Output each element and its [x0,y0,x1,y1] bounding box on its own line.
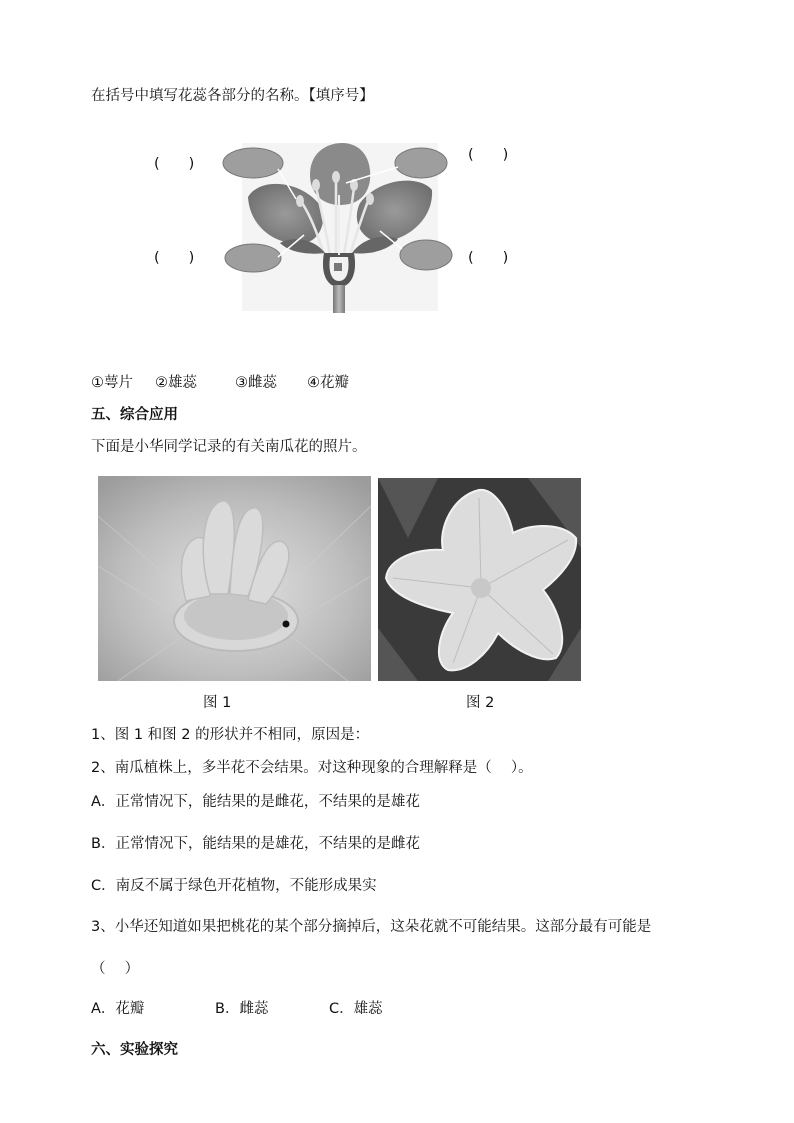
option-stamen: ②雄蕊 [155,375,197,391]
question-2-option-b[interactable]: B．正常情况下，能结果的是雄花，不结果的是雌花 [91,836,420,852]
figure-2-photo [378,478,581,681]
question-3-option-a[interactable]: A．花瓣 [91,1001,145,1017]
section-heading-6: 六、实验探究 [91,1042,178,1058]
stem [333,285,345,313]
figure-1-photo [98,476,371,681]
option-sepal: ①萼片 [91,375,133,391]
question-3-blank[interactable]: （ ） [91,961,140,977]
question-3: 3、小华还知道如果把桃花的某个部分摘掉后，这朵花就不可能结果。这部分最有可能是 [91,919,652,935]
question-3-option-c[interactable]: C．雄蕊 [329,1001,383,1017]
blank-top-right[interactable]: ( ) [468,147,509,163]
figure-1-caption: 图 1 [203,695,232,711]
flower-diagram [220,135,460,315]
question-2-option-a[interactable]: A．正常情况下，能结果的是雌花，不结果的是雄花 [91,794,420,810]
question-1: 1、图 1 和图 2 的形状并不相同，原因是： [91,727,370,743]
callout-bubble [225,244,281,272]
section-heading-5: 五、综合应用 [91,407,178,423]
option-petal: ④花瓣 [307,375,349,391]
callout-bubble [400,240,452,270]
question-2: 2、南瓜植株上，多半花不会结果。对这种现象的合理解释是（ ）。 [91,760,533,776]
question-3-option-b[interactable]: B．雌蕊 [215,1001,269,1017]
question-2-option-c[interactable]: C．南反不属于绿色开花植物，不能形成果实 [91,878,377,894]
option-pistil: ③雌蕊 [235,375,277,391]
callout-bubble [395,148,447,178]
blank-top-left[interactable]: ( ) [154,156,195,172]
callout-bubble [223,148,283,178]
figure-2-caption: 图 2 [466,695,495,711]
diagram-instruction: 在括号中填写花蕊各部分的名称。【填序号】 [91,88,374,104]
blank-bottom-right[interactable]: ( ) [468,250,509,266]
blank-bottom-left[interactable]: ( ) [154,250,195,266]
section-intro: 下面是小华同学记录的有关南瓜花的照片。 [91,439,367,455]
